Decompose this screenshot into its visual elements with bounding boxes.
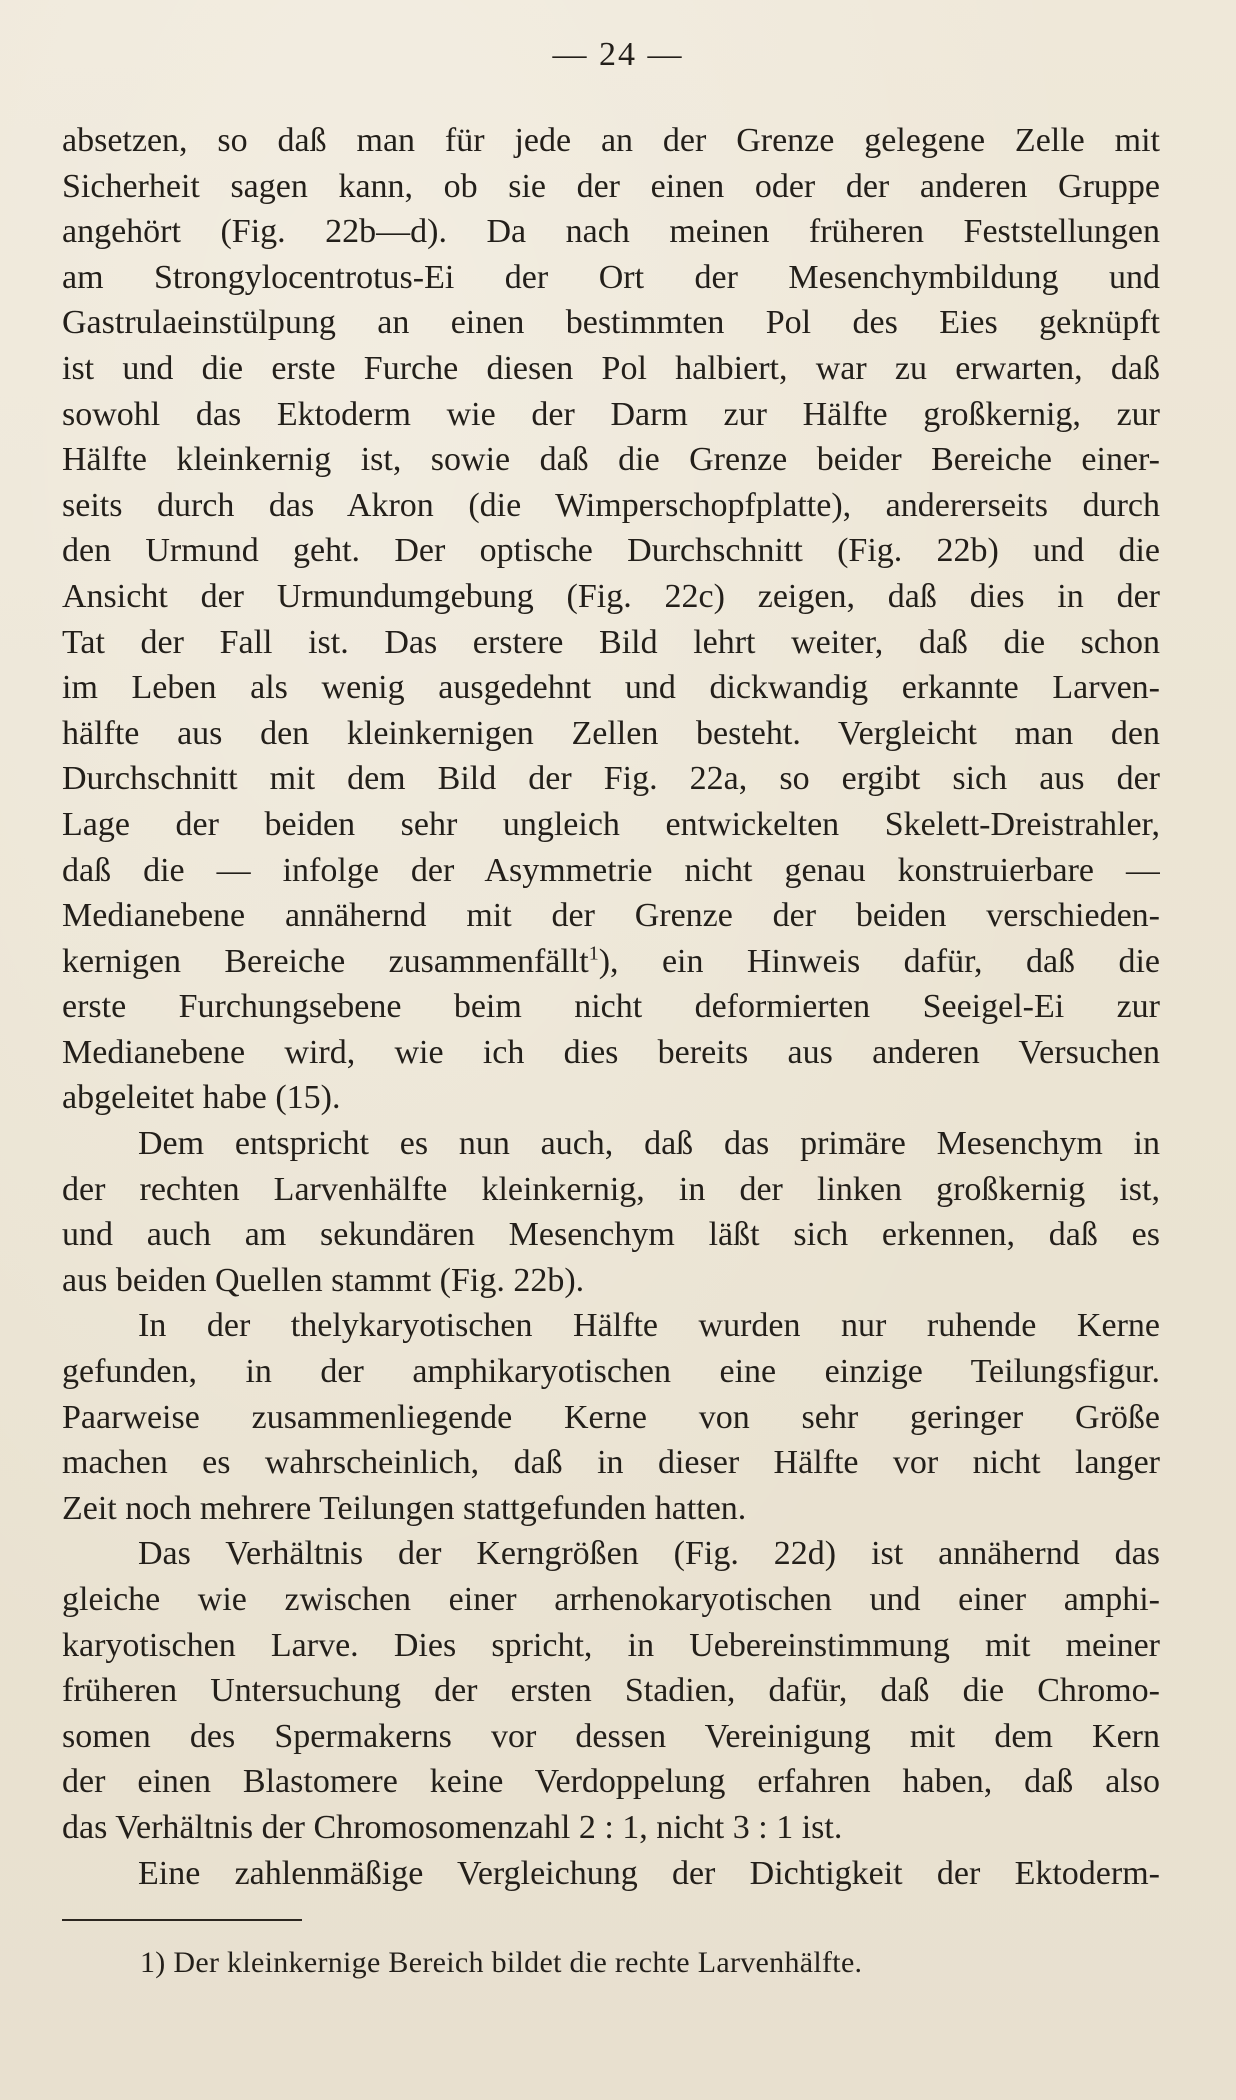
text-line: gefunden, in der amphikaryotischen eine einzige Teilungsfigur. xyxy=(62,1353,1160,1391)
text-line: Lage der beiden sehr ungleich entwickelten Skelett-Dreistrahler, xyxy=(62,805,1160,843)
paragraph-end-line: Zeit noch mehrere Teilungen stattgefunden hatten. xyxy=(62,1489,747,1527)
text-line: Medianebene annähernd mit der Grenze der beiden verschieden- xyxy=(62,897,1160,935)
text-line-with-footnote xyxy=(62,939,1160,985)
text-line: Durchschnitt mit dem Bild der Fig. 22a, so ergibt sich aus der xyxy=(62,760,1160,798)
text-line: absetzen, so daß man für jede an der Grenze gelegene Zelle mit xyxy=(62,122,1160,159)
paragraph-start-line: Das Verhältnis der Kerngrößen (Fig. 22d) ist annähernd das xyxy=(138,1535,1160,1573)
text-line: früheren Untersuchung der ersten Stadien, dafür, daß die Chromo- xyxy=(62,1672,1160,1710)
page-number: — 24 — xyxy=(552,36,684,73)
paragraph-start-line: Eine zahlenmäßige Vergleichung der Dichtigkeit der Ektoderm- xyxy=(138,1854,1160,1892)
text-line: machen es wahrscheinlich, daß in dieser Hälfte vor nicht langer xyxy=(62,1444,1160,1482)
footnote-reference: 1 xyxy=(588,942,599,965)
paragraph-end-line: das Verhältnis der Chromosomenzahl 2 : 1, nicht 3 : 1 ist. xyxy=(62,1808,843,1846)
text-line: und auch am sekundären Mesenchym läßt sich erkennen, daß es xyxy=(62,1216,1160,1254)
line-fn-before: kernigen Bereiche zusammenfällt xyxy=(62,942,589,980)
text-line: ist und die erste Furche diesen Pol halbiert, war zu erwarten, daß xyxy=(62,349,1160,387)
text-line: somen des Spermakerns vor dessen Vereinigung mit dem Kern xyxy=(62,1717,1160,1755)
text-line: sowohl das Ektoderm wie der Darm zur Hälfte großkernig, zur xyxy=(62,395,1160,433)
line-fn-after: ), ein Hinweis dafür, daß die xyxy=(598,942,1160,980)
text-line: der rechten Larvenhälfte kleinkernig, in der linken großkernig ist, xyxy=(62,1170,1160,1208)
text-line: am Strongylocentrotus-Ei der Ort der Mesenchymbildung und xyxy=(62,258,1160,296)
text-line: erste Furchungsebene beim nicht deformierten Seeigel-Ei zur xyxy=(62,988,1160,1026)
text-line: Paarweise zusammenliegende Kerne von sehr geringer Größe xyxy=(62,1398,1160,1436)
text-line: gleiche wie zwischen einer arrhenokaryotischen und einer amphi- xyxy=(62,1581,1160,1618)
text-line: karyotischen Larve. Dies spricht, in Uebereinstimmung mit meiner xyxy=(62,1626,1160,1664)
text-line: Medianebene wird, wie ich dies bereits aus anderen Versuchen xyxy=(62,1033,1160,1071)
paragraph-end-line: abgeleitet habe (15). xyxy=(62,1079,341,1117)
text-line: den Urmund geht. Der optische Durchschnitt (Fig. 22b) und die xyxy=(62,532,1160,570)
footnote: 1) Der kleinkernige Bereich bildet die rechte Larvenhälfte. xyxy=(140,1946,863,1979)
text-line: Gastrulaeinstülpung an einen bestimmten Pol des Eies geknüpft xyxy=(62,304,1160,342)
text-line: angehört (Fig. 22b—d). Da nach meinen früheren Feststellungen xyxy=(62,213,1160,251)
text-line: Ansicht der Urmundumgebung (Fig. 22c) zeigen, daß dies in der xyxy=(62,577,1160,615)
paragraph-start-line: In der thelykaryotischen Hälfte wurden nur ruhende Kerne xyxy=(138,1307,1160,1345)
text-line: Tat der Fall ist. Das erstere Bild lehrt weiter, daß die schon xyxy=(62,623,1160,661)
text-line: Sicherheit sagen kann, ob sie der einen oder der anderen Gruppe xyxy=(62,167,1160,205)
text-line: im Leben als wenig ausgedehnt und dickwandig erkannte Larven- xyxy=(62,669,1160,707)
paragraph-end-line: aus beiden Quellen stammt (Fig. 22b). xyxy=(62,1261,585,1299)
text-line: Hälfte kleinkernig ist, sowie daß die Grenze beider Bereiche einer- xyxy=(62,441,1160,479)
body-text xyxy=(62,118,1160,1896)
text-line: daß die — infolge der Asymmetrie nicht genau konstruierbare — xyxy=(62,851,1160,889)
paragraph-start-line: Dem entspricht es nun auch, daß das primäre Mesenchym in xyxy=(138,1125,1160,1163)
text-line: seits durch das Akron (die Wimperschopfplatte), andererseits durch xyxy=(62,486,1160,524)
text-line: der einen Blastomere keine Verdoppelung erfahren haben, daß also xyxy=(62,1763,1160,1801)
footnote-divider xyxy=(62,1919,302,1921)
text-line: hälfte aus den kleinkernigen Zellen besteht. Vergleicht man den xyxy=(62,714,1160,752)
